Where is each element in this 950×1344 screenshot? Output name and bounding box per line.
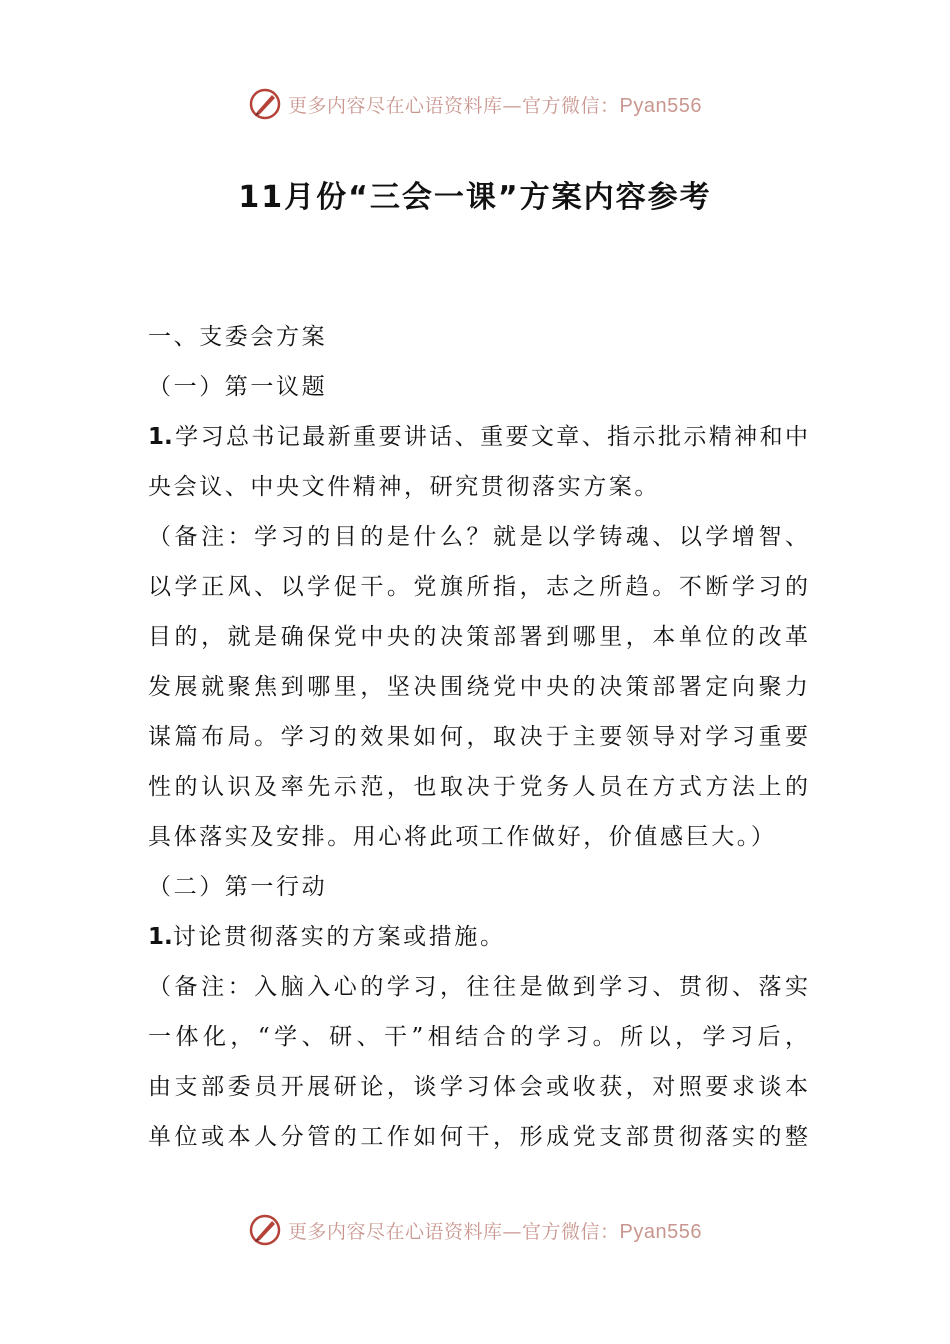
- note-2-line: 单位或本人分管的工作如何干，形成党支部贯彻落实的整: [148, 1124, 808, 1150]
- watermark-text: 更多内容尽在心语资料库—官方微信：Pyan556: [288, 1220, 702, 1243]
- item-2-line: 1.讨论贯彻落实的方案或措施。: [148, 924, 506, 950]
- note-1-line: 以学正风、以学促干。党旗所指，志之所趋。不断学习的: [148, 574, 808, 600]
- document-body: [148, 312, 808, 1162]
- note-1-line: 性的认识及率先示范，也取决于党务人员在方式方法上的: [148, 774, 808, 800]
- note-1-line: 发展就聚焦到哪里，坚决围绕党中央的决策部署定向聚力: [148, 674, 808, 700]
- note-1-line: 谋篇布局。学习的效果如何，取决于主要领导对学习重要: [148, 724, 808, 750]
- document-title: 11月份“三会一课”方案内容参考: [238, 180, 712, 215]
- sub-heading-first-topic: （一）第一议题: [148, 374, 328, 400]
- watermark-text: 更多内容尽在心语资料库—官方微信：Pyan556: [288, 94, 702, 117]
- note-1-line: 目的，就是确保党中央的决策部署到哪里，本单位的改革: [148, 624, 808, 650]
- note-1-line: （备注：学习的目的是什么？就是以学铸魂、以学增智、: [148, 524, 808, 550]
- item-1-line-2: 央会议、中央文件精神，研究贯彻落实方案。: [148, 474, 660, 500]
- quill-logo-icon: [248, 87, 282, 121]
- note-2-line: 一体化，“学、研、干”相结合的学习。所以，学习后，: [148, 1024, 808, 1050]
- note-1-line: 具体落实及安排。用心将此项工作做好，价值感巨大。）: [148, 824, 777, 850]
- item-1-line-1: 1.学习总书记最新重要讲话、重要文章、指示批示精神和中: [148, 424, 808, 450]
- watermark-banner-top: [0, 82, 950, 126]
- watermark-banner-bottom: [0, 1208, 950, 1252]
- section-heading: 一、支委会方案: [148, 324, 328, 350]
- sub-heading-first-action: （二）第一行动: [148, 874, 328, 900]
- note-2-line: 由支部委员开展研论，谈学习体会或收获，对照要求谈本: [148, 1074, 808, 1100]
- quill-logo-icon: [248, 1213, 282, 1247]
- note-2-line: （备注：入脑入心的学习，往往是做到学习、贯彻、落实: [148, 974, 808, 1000]
